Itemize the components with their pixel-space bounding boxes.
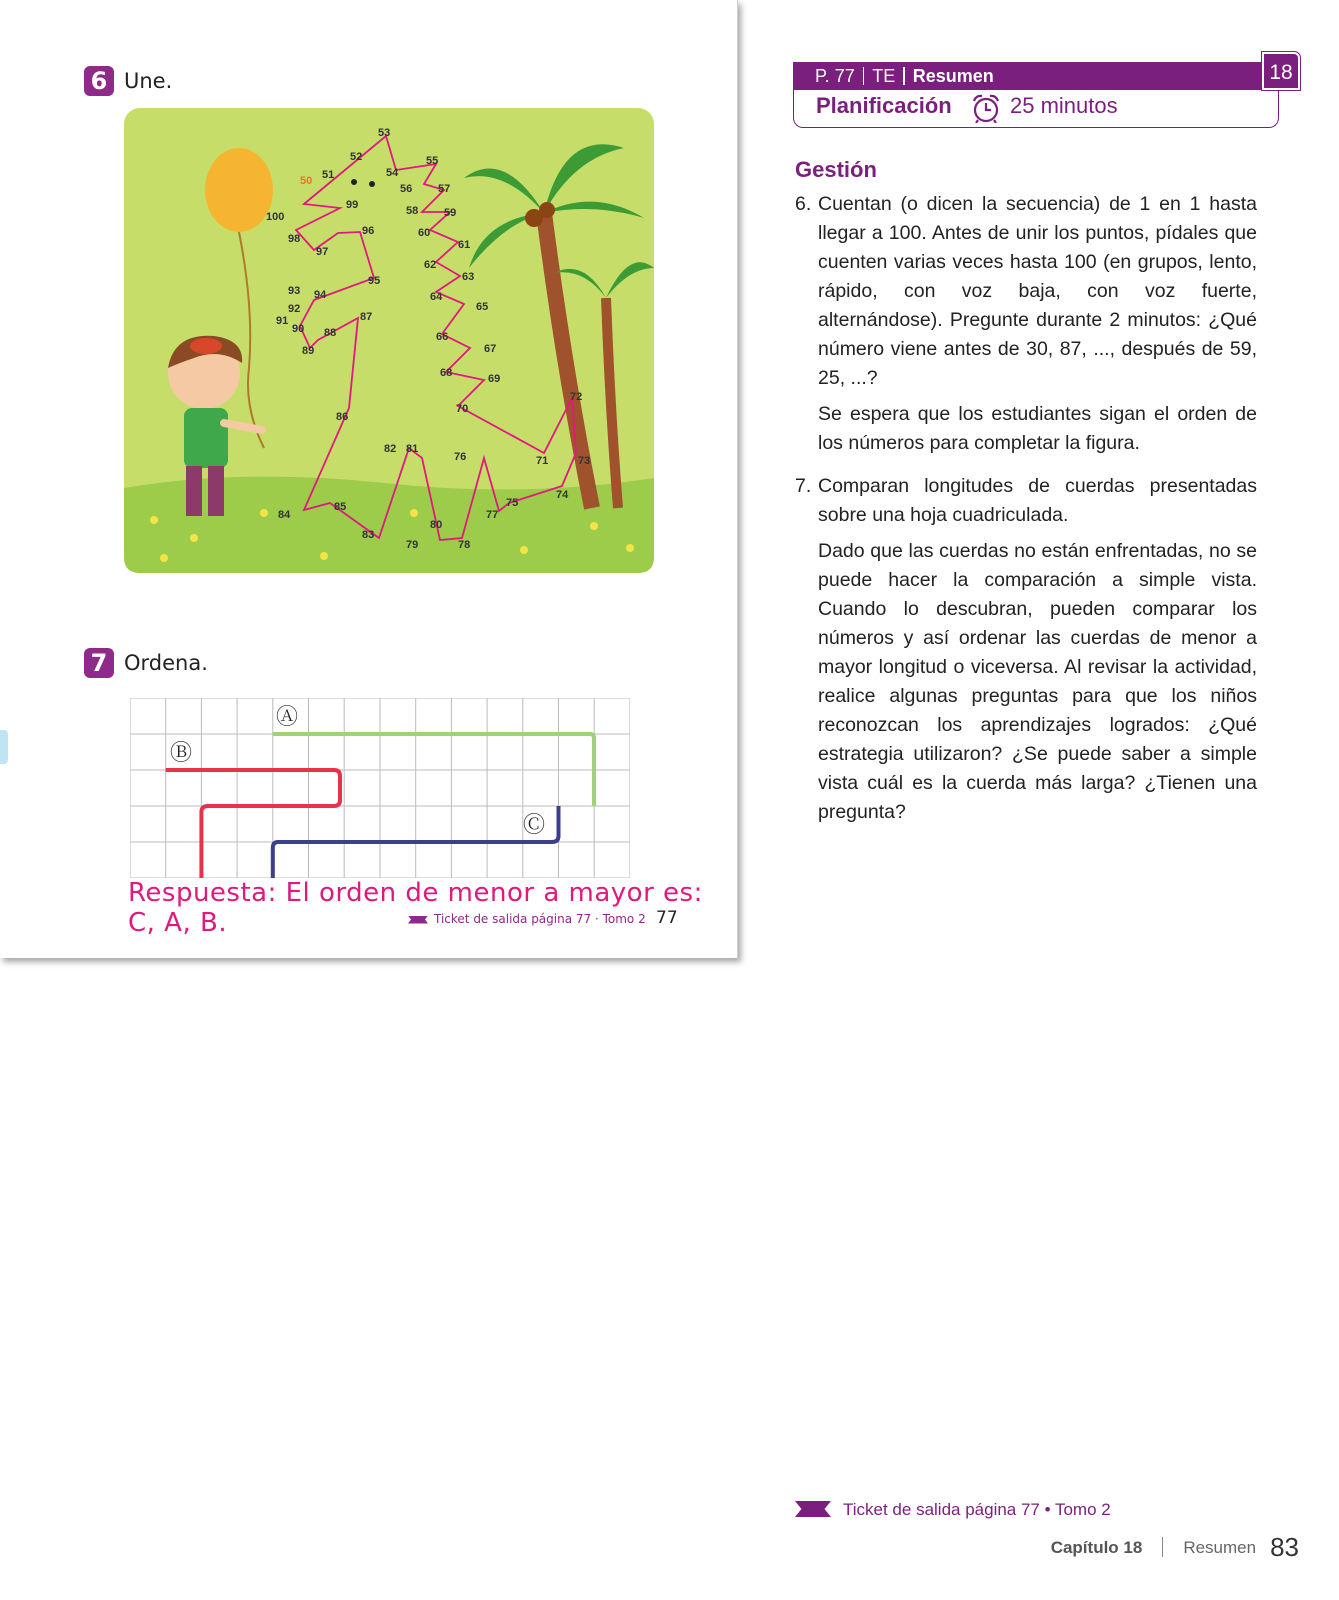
- dot-label: 79: [406, 539, 419, 551]
- rope-c-label: Ⓒ: [523, 813, 546, 838]
- planning-box: [793, 90, 1279, 128]
- item-paragraph: Dado que las cuerdas no están enfrentadas, no se puede hacer la comparación a simple vista. Cuando lo descubran, pueden comparar los números y así ordenar las cuerdas de menor a mayor longitud o viceversa. Al revisar la actividad, realice algunas preguntas para que los niños reconozcan los aprendizajes logrados: ¿Qué estrategia utilizaron? ¿Se puede saber a simple vista cuál es la cuerda más larga? ¿Tienen una pregunta?: [818, 540, 1257, 823]
- dot-label: 69: [488, 373, 501, 385]
- gestion-heading: Gestión: [795, 157, 877, 182]
- rope-a-label: Ⓐ: [276, 705, 299, 730]
- header-section: Resumen: [912, 66, 994, 86]
- dot-label: 86: [336, 411, 349, 423]
- dot-label: 94: [314, 289, 327, 301]
- dot-label: 62: [424, 259, 437, 271]
- dot-label: 80: [430, 519, 443, 531]
- dot-label: 92: [288, 303, 301, 315]
- item-number: 6.: [795, 193, 812, 215]
- rope-b: [166, 770, 340, 878]
- page-edge-decoration: [0, 730, 8, 764]
- dot-label: 77: [486, 509, 499, 521]
- eye: [369, 181, 375, 187]
- dot-label: 73: [578, 455, 591, 467]
- dot-label: 61: [458, 239, 471, 251]
- guide-item-6: [795, 190, 1257, 458]
- dot-label: 60: [418, 227, 431, 239]
- dot-label: 89: [302, 345, 315, 357]
- dot-label: 64: [430, 291, 443, 303]
- dot-label: 63: [462, 271, 475, 283]
- dot-label: 75: [506, 497, 519, 509]
- dot-label: 88: [324, 327, 337, 339]
- dot-label: 58: [406, 205, 419, 217]
- student-page: [0, 0, 738, 958]
- guide-ticket-footer: [795, 1500, 1111, 1520]
- exercise-6-number: 6: [84, 66, 114, 96]
- coconut: [539, 202, 555, 218]
- dot-label: 68: [440, 367, 453, 379]
- dot-label: 54: [386, 167, 399, 179]
- dot-label: 84: [278, 509, 291, 521]
- answer-text: Respuesta: El orden de menor a mayor es: C, A, B.: [128, 878, 703, 938]
- dot-label: 96: [362, 225, 375, 237]
- ticket-icon: [795, 1501, 831, 1517]
- grid-lines: [130, 698, 630, 878]
- dot-label: 67: [484, 343, 497, 355]
- planning-label: Planificación: [816, 93, 952, 118]
- planning-time: 25 minutos: [1010, 93, 1118, 118]
- dot-label: 90: [292, 323, 305, 335]
- item-paragraph: Se espera que los estudiantes sigan el orden de los números para completar la figura.: [818, 403, 1257, 454]
- exercise-7-instruction: Ordena.: [124, 651, 208, 675]
- dot-label: 66: [436, 331, 449, 343]
- item-paragraph: Comparan longitudes de cuerdas presentadas sobre una hoja cuadriculada.: [818, 475, 1257, 526]
- dot-label: 97: [316, 246, 329, 258]
- dot-label: 76: [454, 451, 467, 463]
- ticket-icon: [408, 916, 428, 924]
- dot-to-dot-picture: [124, 108, 654, 573]
- dot-label: 72: [570, 391, 583, 403]
- exercise-6-instruction: Une.: [124, 69, 173, 93]
- dot-label: 99: [346, 199, 359, 211]
- balloon: [205, 148, 273, 232]
- student-page-number: 77: [656, 908, 678, 928]
- dot-label: 56: [400, 183, 413, 195]
- header-te: TE: [872, 66, 896, 86]
- dot-label: 53: [378, 127, 391, 139]
- dot-label: 95: [368, 275, 381, 287]
- guide-header-bar: [793, 62, 1271, 90]
- eye: [351, 179, 357, 185]
- dot-label: 87: [360, 311, 373, 323]
- dot-label: 82: [384, 443, 397, 455]
- dot-label: 55: [426, 155, 439, 167]
- dot-label: 85: [334, 501, 347, 513]
- student-ticket-footer: [408, 912, 646, 926]
- dot-label: 98: [288, 233, 301, 245]
- rope-b-label: Ⓑ: [170, 741, 193, 766]
- alarm-clock-icon: [970, 93, 1002, 123]
- dot-label: 51: [322, 169, 335, 181]
- item-paragraph: Cuentan (o dicen la secuencia) de 1 en 1 hasta llegar a 100. Antes de unir los puntos, pídales que cuenten varias veces hasta 100 (en grupos, lento, rápido, con voz baja, con voz fuerte, alternándose). Pregunte durante 2 minutos: ¿Qué número viene antes de 30, 87, ..., después de 59, 25, ...?: [818, 193, 1257, 389]
- item-number: 7.: [795, 475, 812, 497]
- dot-label: 83: [362, 529, 375, 541]
- header-page-ref: P. 77: [815, 66, 855, 86]
- dot-label: 78: [458, 539, 471, 551]
- dot-label: 74: [556, 489, 569, 501]
- dot-label: 93: [288, 285, 301, 297]
- dot-label: 59: [444, 207, 457, 219]
- exercise-7-number: 7: [84, 648, 114, 678]
- page-number: 83: [1270, 1532, 1299, 1562]
- chapter-number-badge: 18: [1262, 52, 1300, 90]
- footer-section: Resumen: [1183, 1538, 1257, 1557]
- dot-label: 70: [456, 403, 469, 415]
- dot-label: 91: [276, 315, 289, 327]
- dot-label: 81: [406, 443, 419, 455]
- grass: [124, 477, 654, 573]
- dot-label: 52: [350, 151, 363, 163]
- dot-label: 57: [438, 183, 451, 195]
- guide-item-7: [795, 472, 1257, 827]
- page-footer: [1051, 1532, 1299, 1563]
- guide-ticket-text: Ticket de salida página 77 • Tomo 2: [843, 1500, 1111, 1519]
- footer-chapter: Capítulo 18: [1050, 1538, 1143, 1557]
- student-ticket-text: Ticket de salida página 77 · Tomo 2: [434, 912, 646, 926]
- dot-label: 50: [300, 175, 313, 187]
- dot-label: 71: [536, 455, 549, 467]
- rope-grid: [130, 698, 630, 878]
- dot-label: 65: [476, 301, 489, 313]
- dot-label: 100: [266, 211, 285, 223]
